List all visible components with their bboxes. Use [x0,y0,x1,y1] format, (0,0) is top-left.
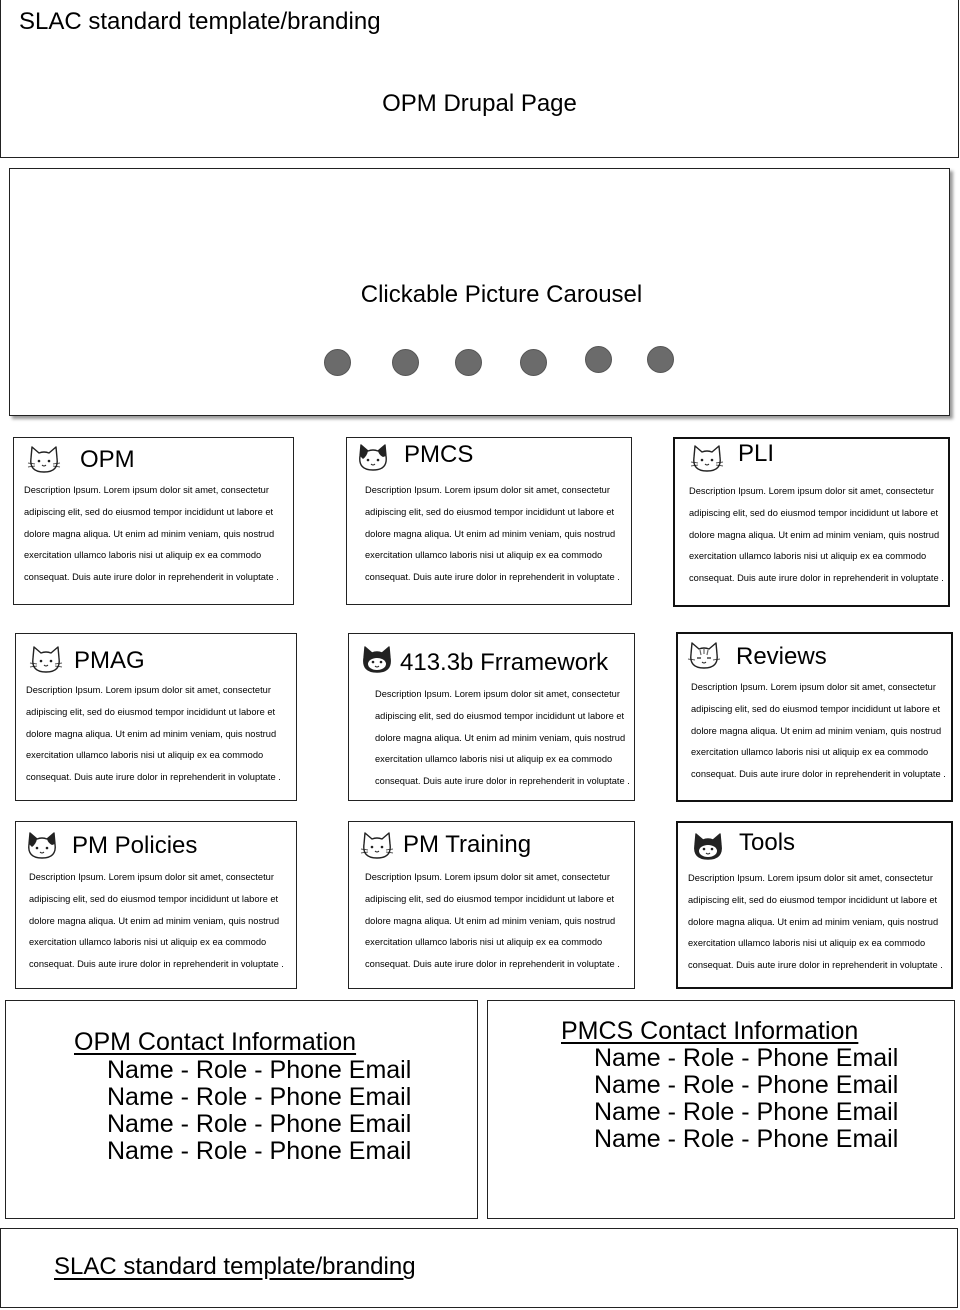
cat-icon [26,444,62,476]
page-title: OPM Drupal Page [382,90,577,117]
carousel-dot-2[interactable] [392,349,419,376]
carousel-dot-1[interactable] [324,349,351,376]
card-description: Description Ipsum. Lorem ipsum dolor sit amet, consectetur adipiscing elit, sed do eiusmod tempor incididunt ut labore et dolore magna aliqua. Ut enim ad minim veniam, quis nostrud exercitation ullamco laboris nisi ut aliquip ex ea commodo consequat. Duis aute irure dolor in reprehenderit in voluptate . [375,689,630,787]
cat-icon [689,443,725,475]
carousel-label: Clickable Picture Carousel [360,281,643,308]
card-title: Reviews [736,643,827,670]
card-pmcs[interactable] [346,437,632,605]
cat-icon [359,644,395,676]
contact-line: Name - Role - Phone Email [594,1098,899,1126]
cat-icon [24,830,60,862]
card-title: 413.3b Frramework [400,649,609,676]
pmcs-contact-box [487,1000,955,1219]
card-pm-policies[interactable] [15,821,297,989]
card-description: Description Ipsum. Lorem ipsum dolor sit amet, consectetur adipiscing elit, sed do eiusmod tempor incididunt ut labore et dolore magna aliqua. Ut enim ad minim veniam, quis nostrud exercitation ullamco laboris nisi ut aliquip ex ea commodo consequat. Duis aute irure dolor in reprehenderit in voluptate . [26,685,281,783]
page-header [0,0,959,158]
card-title: OPM [80,446,135,473]
picture-carousel[interactable] [9,168,950,416]
header-branding: SLAC standard template/branding [19,8,381,35]
card-description: Description Ipsum. Lorem ipsum dolor sit amet, consectetur adipiscing elit, sed do eiusmod tempor incididunt ut labore et dolore magna aliqua. Ut enim ad minim veniam, quis nostrud exercitation ullamco laboris nisi ut aliquip ex ea commodo consequat. Duis aute irure dolor in reprehenderit in voluptate . [29,872,284,970]
contact-line: Name - Role - Phone Email [594,1125,899,1153]
page-footer [0,1228,958,1308]
contact-line: Name - Role - Phone Email [107,1083,412,1111]
contact-line: Name - Role - Phone Email [107,1110,412,1138]
card-reviews[interactable] [676,632,953,802]
card-description: Description Ipsum. Lorem ipsum dolor sit amet, consectetur adipiscing elit, sed do eiusmod tempor incididunt ut labore et dolore magna aliqua. Ut enim ad minim veniam, quis nostrud exercitation ullamco laboris nisi ut aliquip ex ea commodo consequat. Duis aute irure dolor in reprehenderit in voluptate . [689,486,944,584]
card-description: Description Ipsum. Lorem ipsum dolor sit amet, consectetur adipiscing elit, sed do eiusmod tempor incididunt ut labore et dolore magna aliqua. Ut enim ad minim veniam, quis nostrud exercitation ullamco laboris nisi ut aliquip ex ea commodo consequat. Duis aute irure dolor in reprehenderit in voluptate . [688,873,943,971]
contact-line: Name - Role - Phone Email [107,1056,412,1084]
carousel-dot-5[interactable] [585,346,612,373]
card-413-3b-framework[interactable] [348,633,635,801]
contact-line: Name - Role - Phone Email [107,1137,412,1165]
card-title: PLI [738,440,775,467]
card-title: PM Training [403,831,532,858]
card-title: PM Policies [72,832,198,859]
card-description: Description Ipsum. Lorem ipsum dolor sit amet, consectetur adipiscing elit, sed do eiusmod tempor incididunt ut labore et dolore magna aliqua. Ut enim ad minim veniam, quis nostrud exercitation ullamco laboris nisi ut aliquip ex ea commodo consequat. Duis aute irure dolor in reprehenderit in voluptate . [24,485,279,583]
carousel-dot-3[interactable] [455,349,482,376]
card-description: Description Ipsum. Lorem ipsum dolor sit amet, consectetur adipiscing elit, sed do eiusmod tempor incididunt ut labore et dolore magna aliqua. Ut enim ad minim veniam, quis nostrud exercitation ullamco laboris nisi ut aliquip ex ea commodo consequat. Duis aute irure dolor in reprehenderit in voluptate . [365,872,620,970]
contact-line: Name - Role - Phone Email [594,1071,899,1099]
card-tools[interactable] [676,821,953,989]
card-pmag[interactable] [15,633,297,801]
card-title: Tools [739,829,796,856]
cat-icon [686,640,722,672]
carousel-dot-4[interactable] [520,349,547,376]
card-pm-training[interactable] [348,821,635,989]
cat-icon [28,644,64,676]
card-opm[interactable] [13,437,294,605]
card-title: PMAG [74,647,145,674]
card-title: PMCS [404,441,474,468]
cat-icon [690,831,726,863]
opm-contact-box [5,1000,478,1219]
contact-heading: OPM Contact Information [74,1028,357,1056]
cat-icon [355,442,391,474]
card-description: Description Ipsum. Lorem ipsum dolor sit amet, consectetur adipiscing elit, sed do eiusmod tempor incididunt ut labore et dolore magna aliqua. Ut enim ad minim veniam, quis nostrud exercitation ullamco laboris nisi ut aliquip ex ea commodo consequat. Duis aute irure dolor in reprehenderit in voluptate . [365,485,620,583]
card-pli[interactable] [673,437,950,607]
contact-heading: PMCS Contact Information [561,1017,859,1045]
footer-branding: SLAC standard template/branding [54,1253,416,1280]
card-description: Description Ipsum. Lorem ipsum dolor sit amet, consectetur adipiscing elit, sed do eiusmod tempor incididunt ut labore et dolore magna aliqua. Ut enim ad minim veniam, quis nostrud exercitation ullamco laboris nisi ut aliquip ex ea commodo consequat. Duis aute irure dolor in reprehenderit in voluptate . [691,682,946,780]
carousel-dot-6[interactable] [647,346,674,373]
cat-icon [359,830,395,862]
contact-line: Name - Role - Phone Email [594,1044,899,1072]
